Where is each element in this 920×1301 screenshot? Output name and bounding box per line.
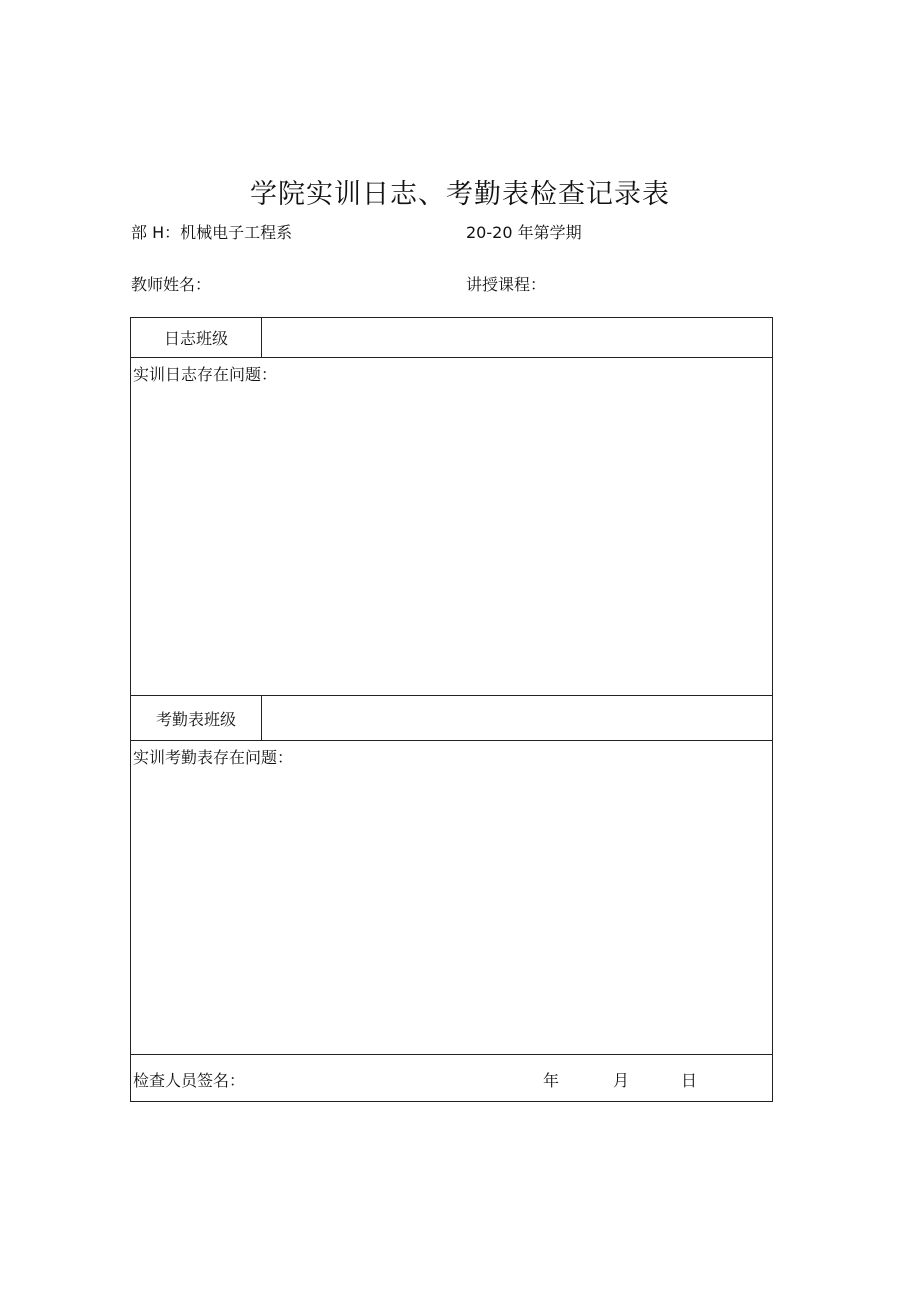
inspection-form-table: [130, 317, 773, 1102]
attendance-class-field[interactable]: [262, 696, 772, 740]
attendance-class-row: [131, 696, 772, 741]
teacher-name-label: 教师姓名：: [131, 275, 212, 294]
attendance-issues-row[interactable]: [131, 741, 772, 1055]
signature-row[interactable]: [131, 1055, 772, 1101]
department-label: 部 H：机械电子工程系: [131, 223, 293, 242]
date-month-label: 月: [613, 1071, 630, 1090]
course-label: 讲授课程：: [466, 275, 547, 294]
log-class-row: [131, 318, 772, 358]
log-issues-row[interactable]: [131, 358, 772, 696]
attendance-class-label: 考勤表班级: [131, 696, 262, 740]
page-title: 学院实训日志、考勤表检查记录表: [250, 179, 670, 210]
date-year-label: 年: [543, 1071, 560, 1090]
attendance-issues-label: 实训考勤表存在问题：: [133, 748, 294, 767]
log-class-label: 日志班级: [131, 318, 262, 357]
log-issues-label: 实训日志存在问题：: [133, 365, 278, 384]
inspector-signature-label: 检查人员签名：: [133, 1071, 246, 1090]
date-day-label: 日: [681, 1071, 698, 1090]
log-class-field[interactable]: [262, 318, 772, 357]
term-label: 20-20 年第学期: [466, 223, 582, 242]
